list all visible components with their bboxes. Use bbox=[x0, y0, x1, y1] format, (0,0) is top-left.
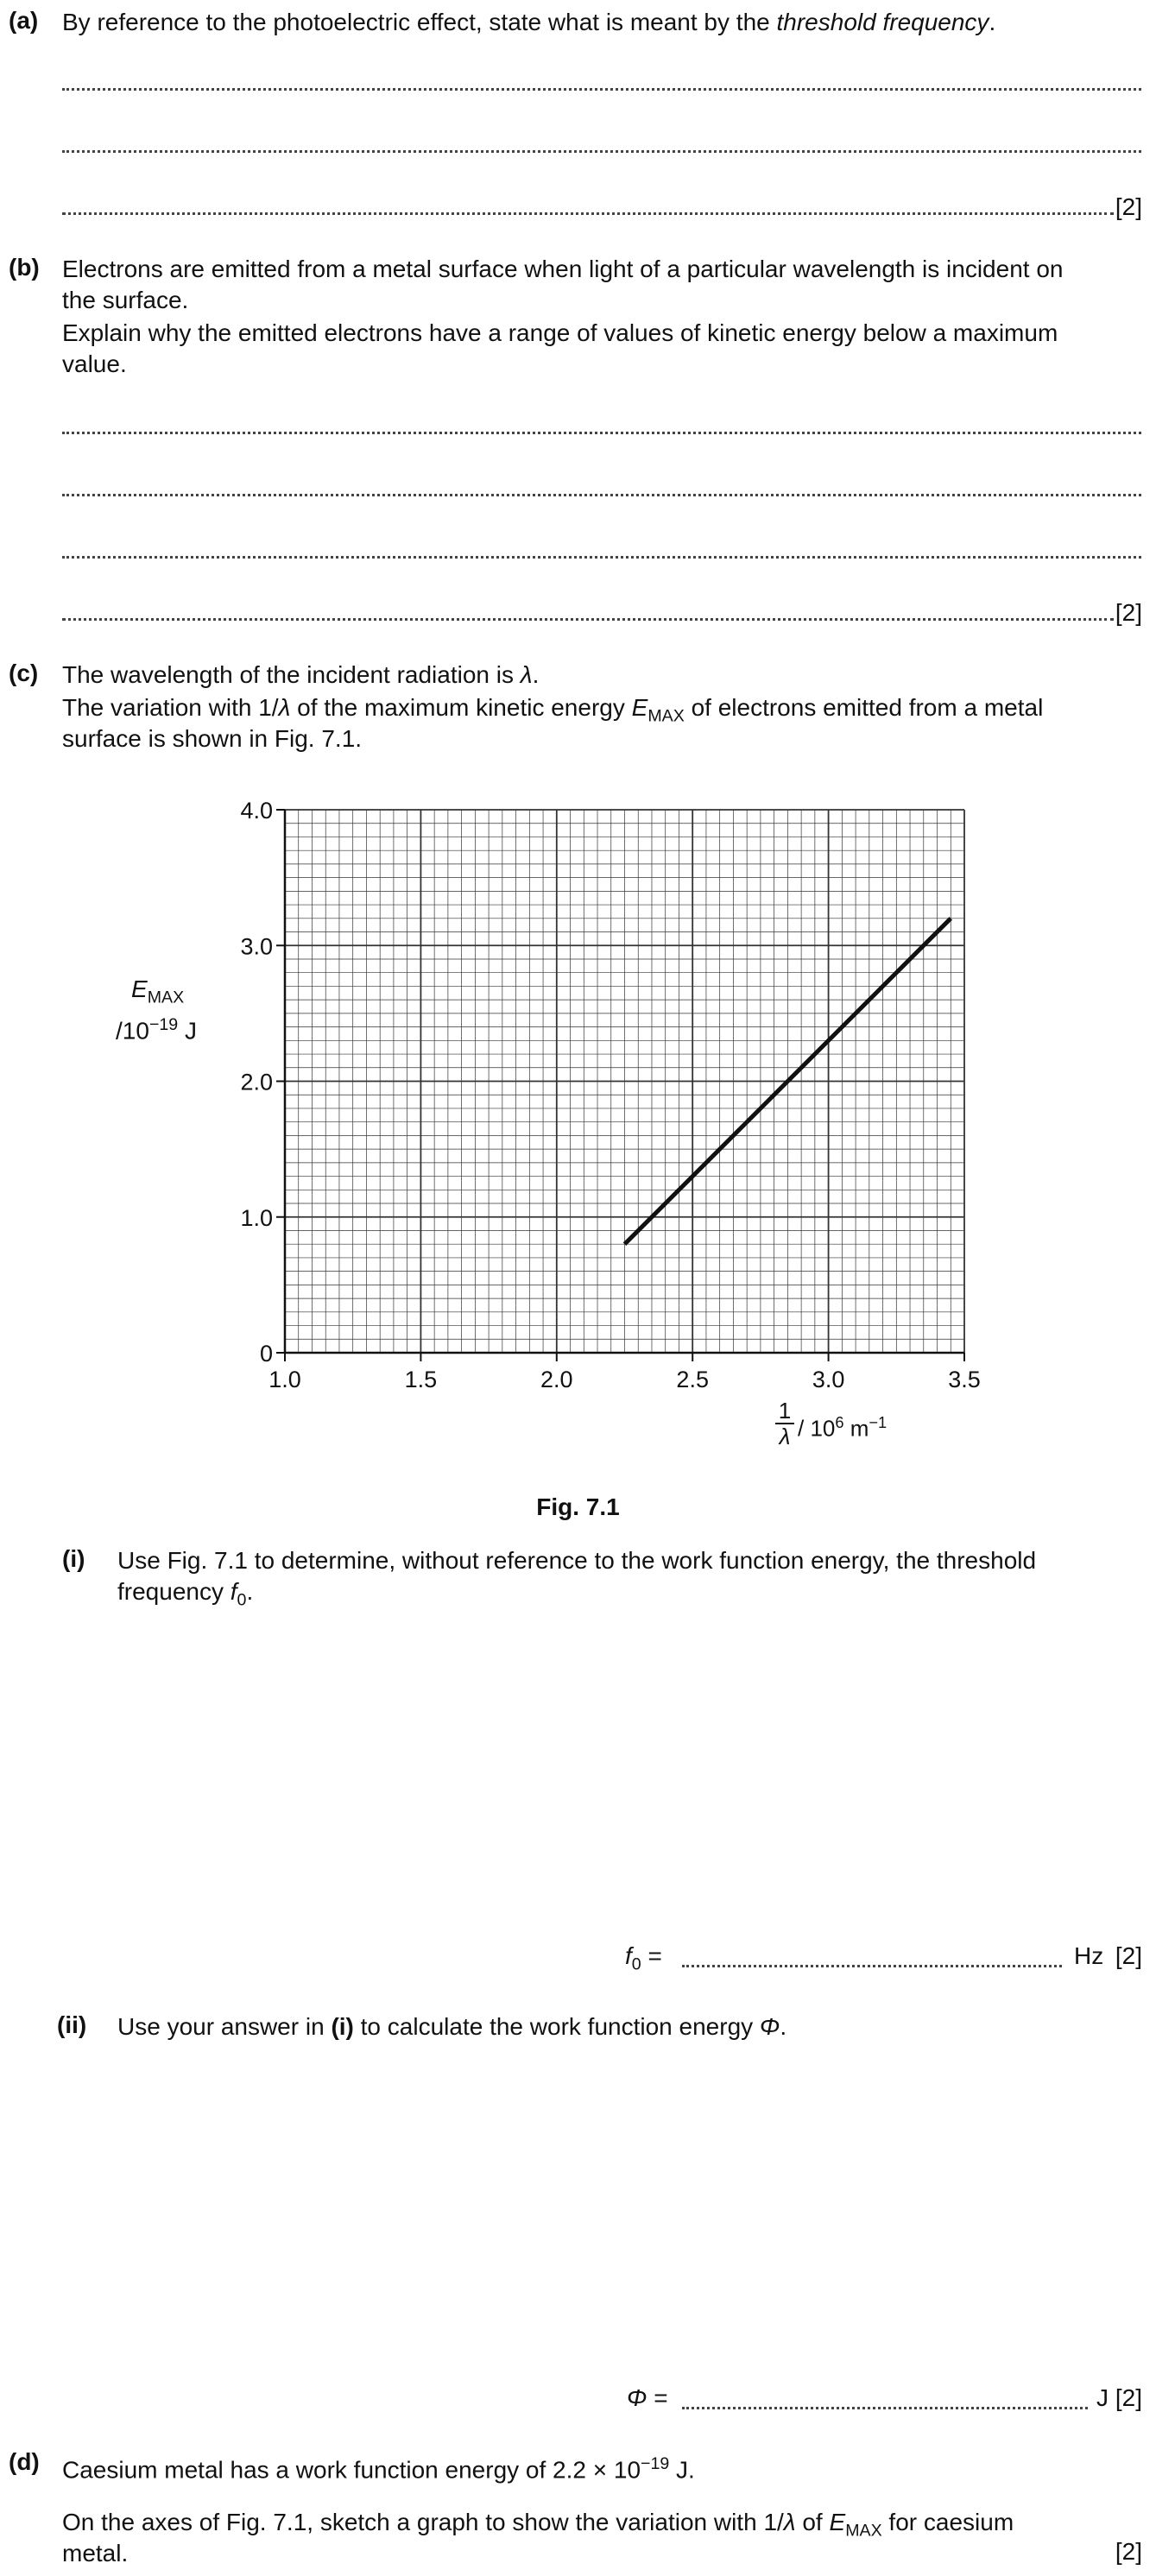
x-axis-label-fraction: 1 λ bbox=[775, 1398, 794, 1449]
x-axis-unit: / $10^6$ $m^{-1}$ bbox=[798, 1414, 888, 1442]
marks: [2] bbox=[1115, 2384, 1142, 2411]
marks: [2] bbox=[1115, 599, 1142, 626]
part-b-line: Electrons are emitted from a metal surface when light of a particular wavelength is incident on bbox=[62, 256, 1064, 282]
answer-phi-line[interactable] bbox=[682, 2402, 1088, 2409]
answer-f0-label: $f_0$ = bbox=[625, 1942, 662, 1974]
part-d-line: On the axes of Fig. 7.1, sketch a graph to show the variation with 1/λ of $E_{MAX}$ for caesium bbox=[62, 2509, 1014, 2541]
part-c-ii-line: Use your answer in (i) to calculate the work function energy Φ. bbox=[117, 2013, 787, 2040]
figure-caption: Fig. 7.1 bbox=[536, 1493, 620, 1520]
part-b-line: Explain why the emitted electrons have a range of values of kinetic energy below a maximum bbox=[62, 319, 1058, 346]
part-c-line: The variation with 1/λ of the maximum kinetic energy $E_{MAX}$ of electrons emitted from a metal bbox=[62, 694, 1044, 726]
part-b-line: the surface. bbox=[62, 287, 189, 313]
y-axis-unit: $/10^{-19}$ J bbox=[116, 1015, 197, 1045]
x-tick-label: 3.0 bbox=[812, 1367, 845, 1392]
answer-f0-unit: Hz bbox=[1074, 1942, 1104, 1969]
y-tick-label: 2.0 bbox=[240, 1069, 273, 1095]
part-b-label: (b) bbox=[9, 254, 40, 281]
y-tick-label: 0 bbox=[259, 1341, 273, 1367]
marks: [2] bbox=[1115, 2538, 1142, 2565]
x-tick-label: 1.5 bbox=[404, 1367, 438, 1392]
answer-phi-label: Φ = bbox=[627, 2384, 668, 2411]
answer-phi-unit: J bbox=[1096, 2384, 1109, 2411]
y-axis-label: $E_{MAX}$ bbox=[131, 975, 185, 1007]
y-tick-label: 3.0 bbox=[240, 933, 273, 960]
part-d-line: metal. bbox=[62, 2540, 129, 2567]
answer-f0-line[interactable] bbox=[682, 1960, 1062, 1967]
y-tick-label: 1.0 bbox=[240, 1204, 273, 1231]
part-d-label: (d) bbox=[9, 2448, 40, 2475]
x-tick-label: 3.5 bbox=[948, 1367, 981, 1392]
marks: [2] bbox=[1115, 1942, 1142, 1969]
part-c-ii-label: (ii) bbox=[57, 2011, 87, 2038]
x-tick-label: 1.0 bbox=[268, 1367, 301, 1392]
y-tick-label: 4.0 bbox=[240, 798, 273, 824]
part-c-i-label: (i) bbox=[62, 1545, 85, 1572]
part-b-line: value. bbox=[62, 350, 127, 377]
part-d-line: Caesium metal has a work function energy of $2.2 \times 10^{-19}$ J. bbox=[62, 2454, 695, 2484]
part-a-question: By reference to the photoelectric effect, state what is meant by the threshold frequency. bbox=[62, 9, 996, 35]
part-c-line: surface is shown in Fig. 7.1. bbox=[62, 725, 363, 752]
part-c-i-line: Use Fig. 7.1 to determine, without reference to the work function energy, the threshold bbox=[117, 1547, 1037, 1574]
marks: [2] bbox=[1115, 193, 1142, 220]
x-tick-label: 2.5 bbox=[676, 1367, 709, 1392]
part-c-line: The wavelength of the incident radiation is λ. bbox=[62, 661, 540, 688]
x-tick-label: 2.0 bbox=[540, 1367, 573, 1392]
part-c-i-line: frequency $f_0$. bbox=[117, 1578, 254, 1610]
part-a-label: (a) bbox=[9, 7, 39, 34]
part-c-label: (c) bbox=[9, 660, 39, 686]
